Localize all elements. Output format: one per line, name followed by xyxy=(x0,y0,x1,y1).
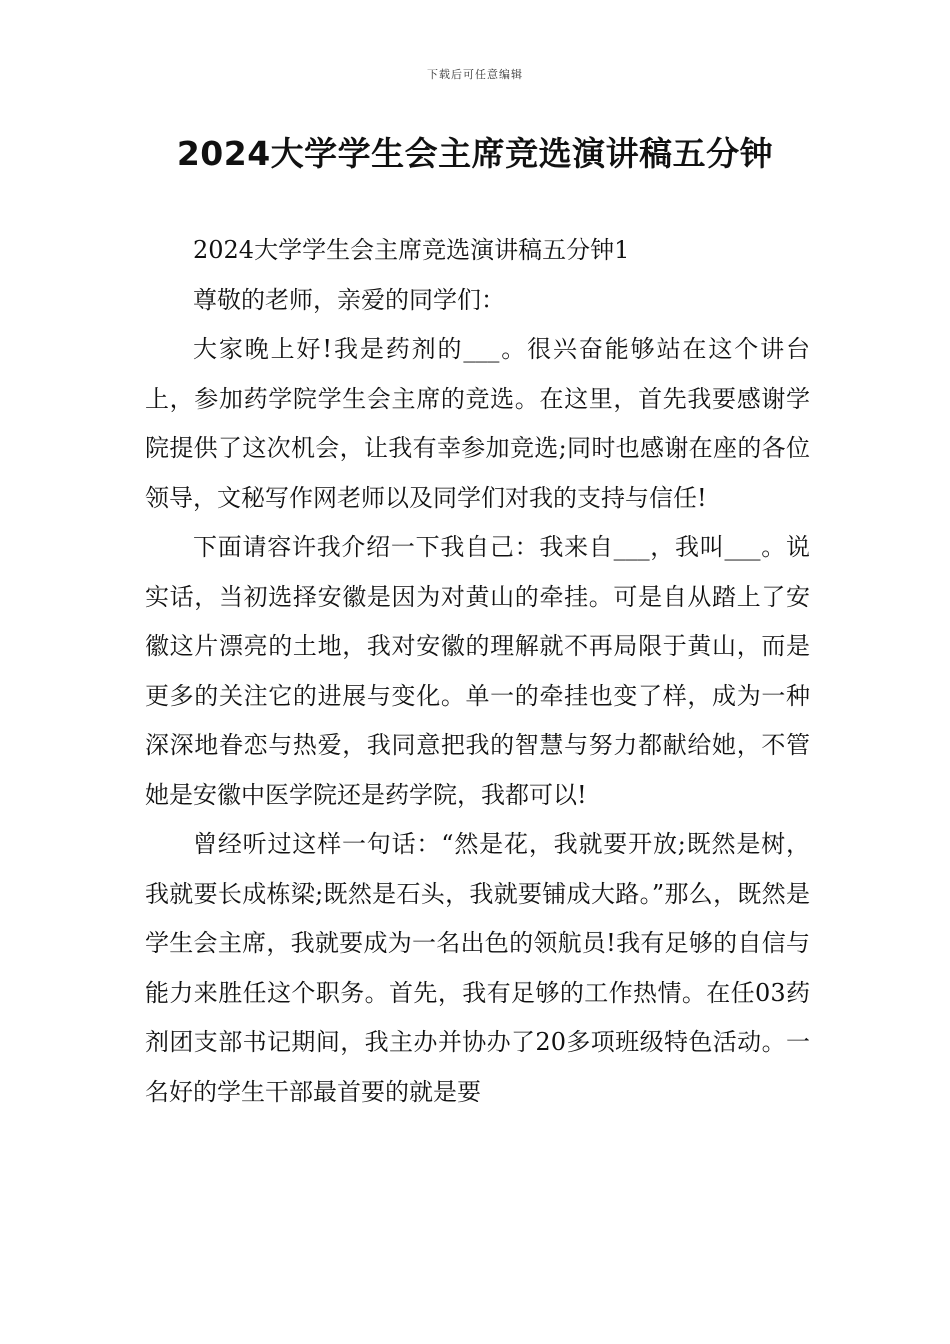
document-title: 2024大学学生会主席竞选演讲稿五分钟 xyxy=(176,134,774,173)
header-note: 下载后可任意编辑 xyxy=(427,68,523,81)
paragraph-greeting: 尊敬的老师，亲爱的同学们： xyxy=(193,285,505,314)
paragraph: 曾经听过这样一句话：“然是花，我就要开放;既然是树，我就要长成栋梁;既然是石头，我就要铺成大路。”那么，既然是学生会主席，我就要成为一名出色的领航员!我有足够的自信与能力来胜任这个职务。首先，我有足够的工作热情。在任03药剂团支部书记期间，我主办并协办了20多项班级特色活动。一名好的学生干部最首要的就是要 xyxy=(145,830,810,1106)
paragraph: 下面请容许我介绍一下我自己：我来自___，我叫___。说实话，当初选择安徽是因为对黄山的牵挂。可是自从踏上了安徽这片漂亮的土地，我对安徽的理解就不再局限于黄山，而是更多的关注它的进展与变化。单一的牵挂也变了样，成为一种深深地眷恋与热爱，我同意把我的智慧与努力都献给她，不管她是安徽中医学院还是药学院，我都可以! xyxy=(145,533,810,809)
paragraph-subtitle: 2024大学学生会主席竞选演讲稿五分钟1 xyxy=(193,236,630,264)
document-body xyxy=(145,226,810,1117)
paragraph: 大家晚上好!我是药剂的___。很兴奋能够站在这个讲台上，参加药学院学生会主席的竞选。在这里，首先我要感谢学院提供了这次机会，让我有幸参加竞选;同时也感谢在座的各位领导，文秘写作网老师以及同学们对我的支持与信任! xyxy=(145,335,810,512)
